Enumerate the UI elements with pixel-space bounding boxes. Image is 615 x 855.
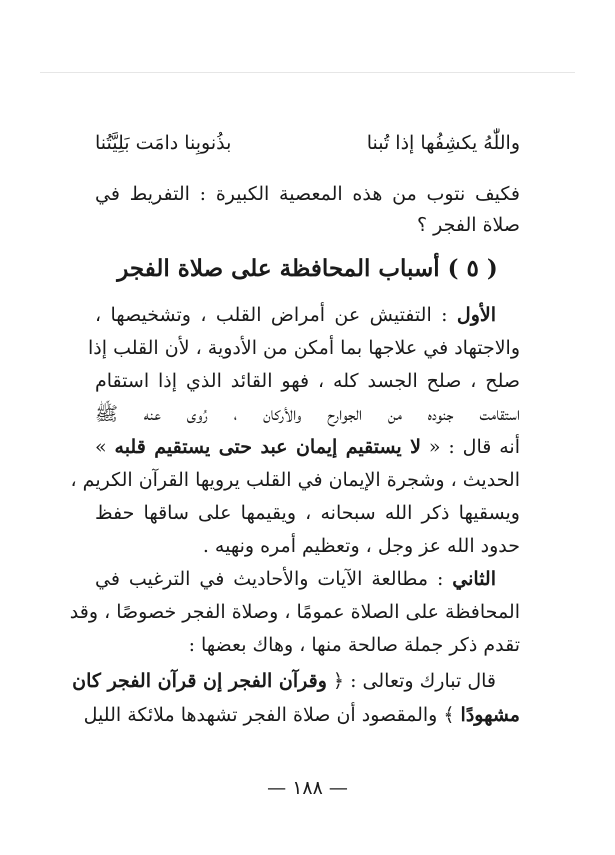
verse-left-hemistich: بذُنوبِنا دامَت بَلِيَّتُنا xyxy=(95,132,232,154)
second-reason-label: الثاني xyxy=(452,568,496,590)
first-reason-line-3: صلح ، صلح الجسد كله ، فهو القائد الذي إذا استقام xyxy=(95,370,520,392)
poetry-verse xyxy=(95,130,520,156)
intro-line-2: صلاة الفجر ؟ xyxy=(416,214,520,236)
first-reason-line-1 xyxy=(95,302,520,328)
first-reason-line-7: ويسقيها ذكر الله سبحانه ، ويقيمها على ساقها حفظ xyxy=(95,502,520,524)
verse-right-hemistich: واللّٰهُ يكشِفُها إذا تُبنا xyxy=(366,132,520,154)
hadith-prefix: أنه قال : « xyxy=(421,436,521,458)
section-heading: ( ٥ ) أسباب المحافظة على صلاة الفجر xyxy=(117,255,498,282)
first-reason-line-8: حدود الله عز وجل ، وتعظيم أمره ونهيه . xyxy=(202,535,520,557)
first-reason-label: الأول xyxy=(456,304,496,326)
page-number: — ١٨٨ — xyxy=(267,777,348,799)
ayah-part-2: مشهودًا xyxy=(460,704,520,726)
hadith-text: لا يستقيم إيمان عبد حتى يستقيم قلبه xyxy=(114,436,421,458)
top-rule xyxy=(40,72,575,73)
ayah-part-1: وقرآن الفجر إن قرآن الفجر كان xyxy=(72,670,327,692)
second-reason-line-3: تقدم ذكر جملة صالحة منها ، وهاك بعضها : xyxy=(188,634,520,656)
quote-suffix: ﴾ والمقصود أن صلاة الفجر تشهدها ملائكة الليل xyxy=(83,704,461,726)
quote-prefix: قال تبارك وتعالى : ﴿ xyxy=(326,670,496,692)
quote-line-1 xyxy=(72,668,520,694)
hadith-suffix: » xyxy=(95,436,115,458)
first-reason-text: : التفتيش عن أمراض القلب ، وتشخيصها ، xyxy=(95,304,457,326)
first-reason-line-2: والاجتهاد في علاجها بما أمكن من الأدوية ، لأن القلب إذا xyxy=(88,337,520,359)
first-reason-line-4: استقامت جنوده من الجوارح والأركان ، رُوى عنه ﷺ xyxy=(95,403,520,425)
second-reason-line-1 xyxy=(95,566,520,592)
quote-line-2 xyxy=(83,702,520,728)
hadith-line xyxy=(95,434,520,460)
second-reason-line-2: المحافظة على الصلاة عمومًا ، وصلاة الفجر خصوصًا ، وقد xyxy=(69,601,520,623)
first-reason-line-6: الحديث ، وشجرة الإيمان في القلب يرويها القرآن الكريم ، xyxy=(70,469,520,491)
intro-line-1: فكيف نتوب من هذه المعصية الكبيرة : التفريط في xyxy=(95,183,520,205)
second-reason-text: : مطالعة الآيات والأحاديث في الترغيب في xyxy=(95,568,453,590)
